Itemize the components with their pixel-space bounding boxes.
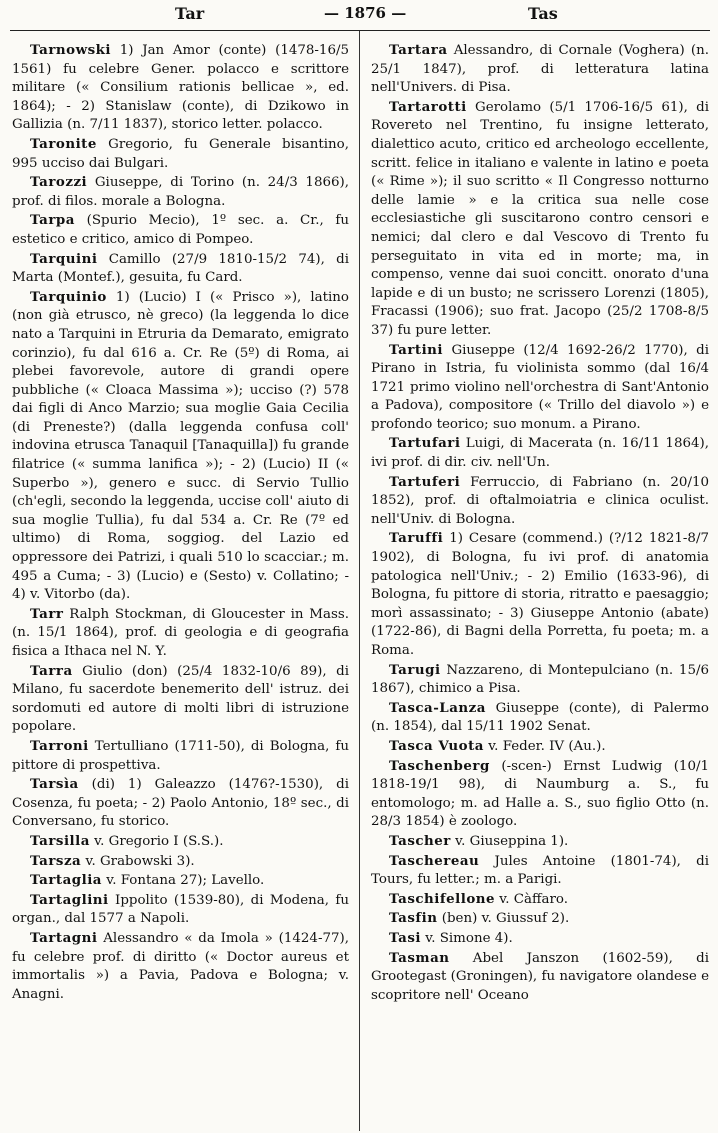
dictionary-entry bbox=[12, 211, 349, 249]
dictionary-entry bbox=[371, 832, 709, 852]
entry-text: v. Gregorio I (S.S.). bbox=[89, 833, 224, 849]
dictionary-entry bbox=[12, 775, 349, 832]
entry-headword: Tasca-Lanza bbox=[389, 699, 486, 716]
entry-text: (-scen-) Ernst Ludwig (10/1 1818-19/1 98), di Naumburg a. S., fu entomologo; m. ad Halle a. S., suo figlio Otto (n. 28/3 1854) è zoologo. bbox=[371, 758, 709, 830]
header-page-number: — 1876 — bbox=[324, 4, 407, 22]
dictionary-entry bbox=[12, 832, 349, 852]
entry-text: Tertulliano (1711-50), di Bologna, fu pittore di prospettiva. bbox=[12, 738, 349, 773]
entry-headword: Tartuferi bbox=[389, 473, 461, 490]
entry-text: Jules Antoine (1801-74), di Tours, fu letter.; m. a Parigi. bbox=[371, 853, 709, 888]
entry-headword: Tarnowski bbox=[30, 42, 112, 58]
dictionary-entry bbox=[371, 341, 709, 435]
dictionary-entry bbox=[12, 852, 349, 872]
entry-text: Giulio (don) (25/4 1832-10/6 89), di Milano, fu sacerdote benemerito dell' istruz. dei sordomuti ed autore di molti libri di istruzione popolare. bbox=[12, 663, 349, 735]
page-header bbox=[10, 0, 710, 31]
dictionary-entry bbox=[371, 434, 709, 472]
entry-text: Gregorio, fu Generale bisantino, 995 ucciso dai Bulgari. bbox=[12, 136, 349, 171]
entry-headword: Tarra bbox=[30, 662, 73, 679]
header-left-guide-word: Tar bbox=[175, 4, 205, 23]
dictionary-entry bbox=[371, 41, 709, 98]
entry-headword: Tartarotti bbox=[389, 98, 467, 115]
entry-text: Gerolamo (5/1 1706-16/5 61), di Rovereto nel Trentino, fu insigne letterato, dialettico acuto, critico ed archeologo eccellente, scritt. felice in italiano e valente in latino e poeta (« Rime »); il suo scritto « Il Congresso notturno delle lamie » e la critica sua nelle cose ecclesiastiche gli suscitarono contro censori e nemici; dal clero e dal Vescovo di Trento fu perseguitato in vita ed in morte; ma, in compenso, venne dai suoi concitt. onorato d'una lapide e di un busto; ne scrissero Lorenzi (1805), Fracassi (1906); suo frat. Jacopo (25/2 1708-8/5 37) fu pure letter. bbox=[371, 99, 709, 338]
entry-headword: Tartini bbox=[389, 341, 444, 358]
entry-text: Luigi, di Macerata (n. 16/11 1864), ivi prof. di dir. civ. nell'Un. bbox=[371, 436, 709, 471]
dictionary-entry bbox=[12, 662, 349, 737]
entry-text: (ben) v. Giussuf 2). bbox=[437, 911, 570, 927]
entry-headword: Tartaglia bbox=[30, 872, 102, 889]
dictionary-entry bbox=[12, 605, 349, 662]
dictionary-entry bbox=[12, 135, 349, 173]
dictionary-entry bbox=[12, 250, 349, 288]
entry-headword: Tarquini bbox=[30, 250, 98, 267]
dictionary-entry bbox=[12, 871, 349, 891]
entry-headword: Tasman bbox=[389, 949, 450, 966]
entry-text: v. Fontana 27); Lavello. bbox=[102, 873, 265, 889]
dictionary-entry bbox=[371, 699, 709, 737]
entry-headword: Taschereau bbox=[389, 852, 480, 869]
entry-headword: Tartagni bbox=[30, 929, 98, 946]
entry-headword: Tarpa bbox=[30, 212, 75, 229]
entry-text: Alessandro « da Imola » (1424-77), fu celebre prof. di diritto (« Doctor aureus et immortalis ») a Pavia, Padova e Bologna; v. Anagni. bbox=[12, 930, 349, 1002]
entry-headword: Tartufari bbox=[389, 435, 461, 452]
columns bbox=[10, 31, 710, 1131]
entry-text: Ralph Stockman, di Gloucester in Mass. (n. 15/1 1864), prof. di geologia e di geografia fisica a Ithaca nel N. Y. bbox=[12, 606, 349, 659]
entry-text: Ippolito (1539-80), di Modena, fu organ., dal 1577 a Napoli. bbox=[12, 892, 349, 927]
dictionary-entry bbox=[371, 949, 709, 1006]
entry-text: 1) Cesare (commend.) (?/12 1821-8/7 1902), di Bologna, fu ivi prof. di anatomia patologica nell'Univ.; - 2) Emilio (1633-96), di Bologna, fu pittore di storia, ritratto e paesaggio; morì assassinato; - 3) Giuseppe Antonio (abate) (1722-86), di Bagni della Porretta, fu poeta; m. a Roma. bbox=[371, 531, 709, 658]
dictionary-entry bbox=[371, 98, 709, 341]
entry-text: 1) (Lucio) I (« Prisco »), latino (non già etrusco, nè greco) (la leggenda lo dice nato a Tarquini in Etruria da Demarato, emigrato corinzio), fu dal 616 a. Cr. Re (5º) di Roma, ai plebei favorevole, autore di grandi opere pubbliche (« Cloaca Massima »); ucciso (?) 578 dai figli di Anco Marzio; sua moglie Gaia Cecilia (di Preneste?) (dalla leggenda confusa coll' indovina etrusca Tanaquil [Tanaquilla]) fu grande filatrice (« summa lanifica »); - 2) (Lucio) II (« Superbo »), genero e succ. di Servio Tullio (ch'egli, secondo la leggenda, uccise coll' aiuto di sua moglie Tullia), fu dal 534 a. Cr. Re (7º ed ultimo) di Roma, soggiog. del Lazio ed oppressore dei Patrizi, i quali 510 lo scacciar.; m. 495 a Cuma; - 3) (Lucio) e (Sesto) v. Collatino; - 4) v. Vitorbo (da). bbox=[12, 289, 349, 603]
entry-text: (Spurio Mecio), 1º sec. a. Cr., fu estetico e critico, amico di Pompeo. bbox=[12, 213, 349, 247]
header-right-guide-word: Tas bbox=[528, 4, 558, 23]
dictionary-entry bbox=[12, 891, 349, 929]
entry-headword: Tascher bbox=[389, 832, 451, 849]
entry-text: 1) Jan Amor (conte) (1478-16/5 1561) fu celebre Gener. polacco e scrittore militare (« Consilium rationis bellicae », ed. 1864); - 2) Stanislaw (conte), di Dzikowo in Gallizia (n. 7/11 1837), storico letter. polacco. bbox=[12, 43, 349, 133]
dictionary-entry bbox=[12, 288, 349, 605]
entry-text: Alessandro, di Cornale (Voghera) (n. 25/1 1847), prof. di letteratura latina nell'Univers. di Pisa. bbox=[371, 43, 709, 96]
dictionary-entry bbox=[12, 929, 349, 1004]
dictionary-entry bbox=[371, 909, 709, 929]
dictionary-entry bbox=[12, 41, 349, 135]
entry-text: Giuseppe, di Torino (n. 24/3 1866), prof. di filos. morale a Bologna. bbox=[12, 175, 349, 209]
entry-headword: Tarsza bbox=[30, 852, 82, 869]
entry-headword: Tasca Vuota bbox=[389, 737, 484, 754]
entry-text: v. Càffaro. bbox=[495, 891, 568, 907]
entry-text: v. Simone 4). bbox=[420, 930, 513, 946]
entry-headword: Taschenberg bbox=[389, 757, 490, 774]
entry-text: v. Giuseppina 1). bbox=[450, 833, 569, 849]
entry-text: Giuseppe (12/4 1692-26/2 1770), di Pirano in Istria, fu violinista sommo (dal 16/4 1721 primo violino nell'orchestra di Sant'Antonio a Padova), compositore (« Trillo del diavolo ») e profondo teorico; suo monum. a Pirano. bbox=[371, 342, 709, 432]
entry-text: v. Feder. IV (Au.). bbox=[483, 738, 606, 754]
dictionary-entry bbox=[371, 661, 709, 699]
entry-headword: Tarsìa bbox=[30, 776, 79, 793]
entry-headword: Taschifellone bbox=[389, 890, 496, 907]
entry-text: Nazzareno, di Montepulciano (n. 15/6 1867), chimico a Pisa. bbox=[371, 662, 709, 697]
entry-headword: Tartara bbox=[389, 42, 448, 58]
dictionary-entry bbox=[12, 173, 349, 211]
entry-headword: Tasfin bbox=[389, 910, 438, 927]
entry-headword: Taronite bbox=[30, 135, 97, 152]
dictionary-entry bbox=[371, 529, 709, 660]
entry-text: Abel Janszon (1602-59), di Grootegast (Groningen), fu navigatore olandese e scopritore nell' Oceano bbox=[371, 950, 709, 1003]
entry-headword: Tarroni bbox=[30, 737, 89, 754]
entry-headword: Tarugi bbox=[389, 661, 441, 678]
dictionary-entry bbox=[371, 473, 709, 530]
dictionary-entry bbox=[371, 929, 709, 949]
entry-headword: Tarquinio bbox=[30, 288, 107, 305]
entry-headword: Taruffi bbox=[389, 530, 444, 547]
dictionary-entry bbox=[371, 757, 709, 832]
entry-headword: Tarsilla bbox=[30, 832, 90, 849]
entry-text: Giuseppe (conte), di Palermo (n. 1854), dal 15/11 1902 Senat. bbox=[371, 700, 709, 735]
dictionary-entry bbox=[371, 852, 709, 890]
dictionary-entry bbox=[371, 737, 709, 757]
left-column bbox=[10, 31, 359, 1131]
entry-text: (di) 1) Galeazzo (1476?-1530), di Cosenza, fu poeta; - 2) Paolo Antonio, 18º sec., di Conversano, fu storico. bbox=[12, 777, 349, 830]
right-column bbox=[360, 31, 709, 1131]
entry-text: v. Grabowski 3). bbox=[81, 853, 195, 869]
entry-headword: Tarozzi bbox=[30, 174, 88, 191]
entry-headword: Tartaglini bbox=[30, 891, 109, 908]
entry-headword: Tasi bbox=[389, 929, 421, 946]
entry-text: Ferruccio, di Fabriano (n. 20/10 1852), prof. di oftalmoiatria e clinica oculist. nell'Univ. di Bologna. bbox=[371, 474, 709, 527]
entry-text: Camillo (27/9 1810-15/2 74), di Marta (Montef.), gesuita, fu Card. bbox=[12, 251, 349, 286]
dictionary-entry bbox=[371, 890, 709, 910]
entry-headword: Tarr bbox=[30, 605, 64, 622]
dictionary-entry bbox=[12, 737, 349, 775]
